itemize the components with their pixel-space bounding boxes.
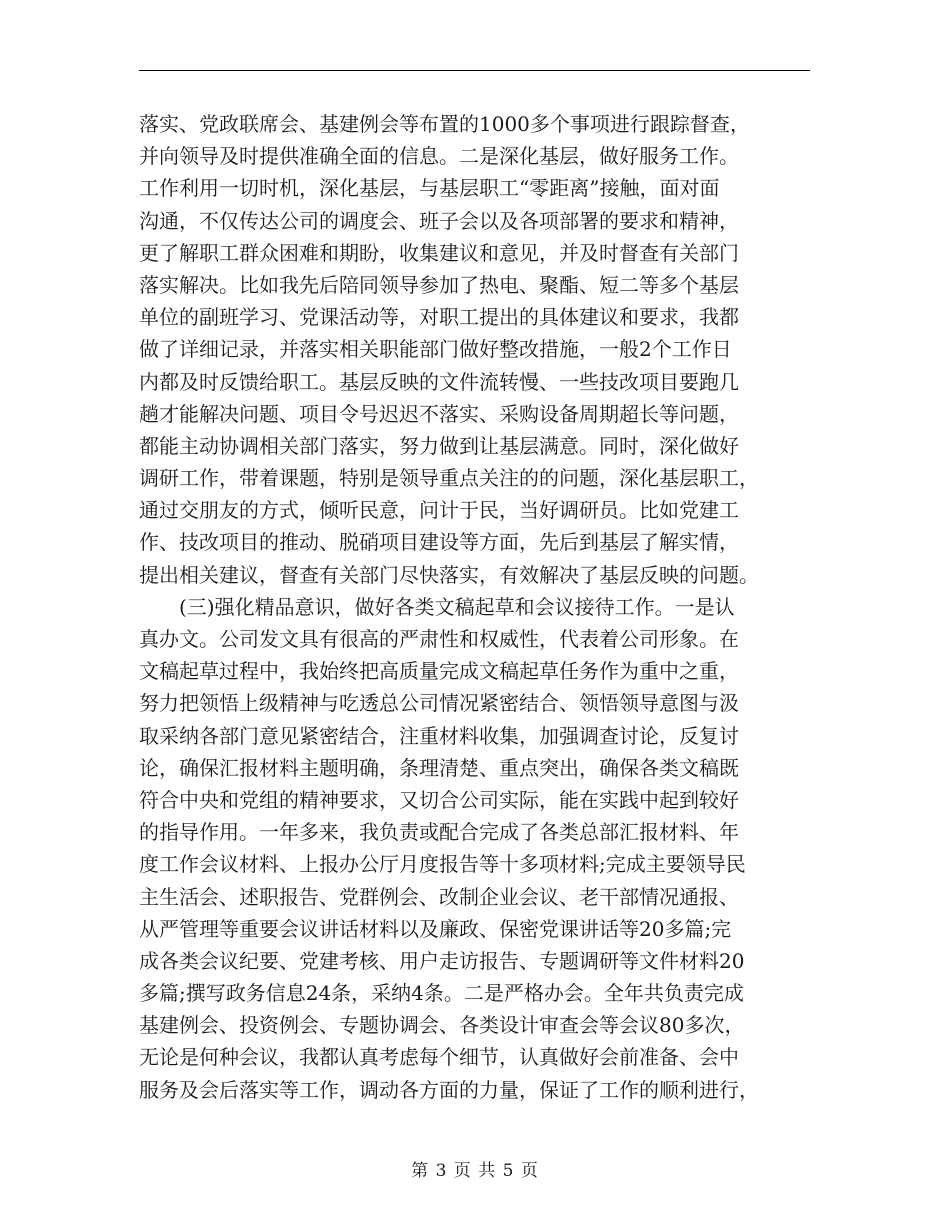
page-number-footer: 第 3 页 共 5 页 [411, 1161, 539, 1181]
text-line: 落实解决。比如我先后陪同领导参加了热电、聚酯、短二等多个基层 [139, 272, 739, 297]
text-line: 工作利用一切时机，深化基层，与基层职工“零距离”接触，面对面 [139, 176, 720, 201]
text-line: 论，确保汇报材料主题明确，条理清楚、重点突出，确保各类文稿既 [139, 755, 739, 780]
text-line: 落实、党政联席会、基建例会等布置的1000多个事项进行跟踪督查， [139, 112, 750, 136]
text-line: 取采纳各部门意见紧密结合，注重材料收集，加强调查讨论，反复讨 [139, 723, 739, 748]
text-line: 度工作会议材料、上报办公厅月度报告等十多项材料;完成主要领导民 [139, 852, 746, 877]
text-line: 符合中央和党组的精神要求，又切合公司实际，能在实践中起到较好 [139, 787, 739, 812]
header-rule [139, 70, 810, 71]
text-line: 沟通，不仅传达公司的调度会、班子会以及各项部署的要求和精神， [139, 208, 739, 233]
text-line: 通过交朋友的方式，倾听民意，问计于民，当好调研员。比如党建工 [139, 498, 739, 523]
text-line: 更了解职工群众困难和期盼，收集建议和意见，并及时督查有关部门 [139, 240, 739, 265]
text-line: 单位的副班学习、党课活动等，对职工提出的具体建议和要求，我都 [139, 305, 739, 330]
text-line: 做了详细记录，并落实相关职能部门做好整改措施，一般2个工作日 [139, 337, 732, 362]
text-line: 的指导作用。一年多来，我负责或配合完成了各类总部汇报材料、年 [139, 820, 739, 845]
text-line: 多篇;撰写政务信息24条，采纳4条。二是严格办会。全年共负责完成 [139, 981, 744, 1006]
text-line: 并向领导及时提供准确全面的信息。二是深化基层，做好服务工作。 [139, 144, 739, 169]
text-line: 提出相关建议，督查有关部门尽快落实，有效解决了基层反映的问题。 [139, 562, 759, 587]
text-line: 主生活会、述职报告、党群例会、改制企业会议、老干部情况通报、 [139, 884, 739, 909]
text-line: (三)强化精品意识，做好各类文稿起草和会议接待工作。一是认 [139, 594, 735, 619]
text-line: 都能主动协调相关部门落实，努力做到让基层满意。同时，深化做好 [139, 433, 739, 458]
text-line: 内都及时反馈给职工。基层反映的文件流转慢、一些技改项目要跑几 [139, 369, 739, 394]
text-line: 从严管理等重要会议讲话材料以及廉政、保密党课讲话等20多篇;完 [139, 916, 732, 941]
text-line: 基建例会、投资例会、专题协调会、各类设计审查会等会议80多次， [139, 1013, 745, 1038]
text-line: 服务及会后落实等工作，调动各方面的力量，保证了工作的顺利进行， [139, 1077, 759, 1102]
text-line: 作、技改项目的推动、脱硝项目建设等方面，先后到基层了解实情， [139, 530, 739, 555]
text-line: 趟才能解决问题、项目令号迟迟不落实、采购设备周期超长等问题， [139, 401, 739, 426]
text-line: 成各类会议纪要、党建考核、用户走访报告、专题调研等文件材料20 [139, 948, 745, 973]
text-line: 调研工作，带着课题，特别是领导重点关注的的问题，深化基层职工， [139, 466, 759, 491]
text-line: 无论是何种会议，我都认真考虑每个细节，认真做好会前准备、会中 [139, 1045, 739, 1070]
text-line: 文稿起草过程中，我始终把高质量完成文稿起草任务作为重中之重， [139, 659, 739, 684]
text-line: 努力把领悟上级精神与吃透总公司情况紧密结合、领悟领导意图与汲 [139, 691, 739, 716]
body-text [139, 108, 819, 1106]
text-line: 真办文。公司发文具有很高的严肃性和权威性，代表着公司形象。在 [139, 627, 739, 651]
